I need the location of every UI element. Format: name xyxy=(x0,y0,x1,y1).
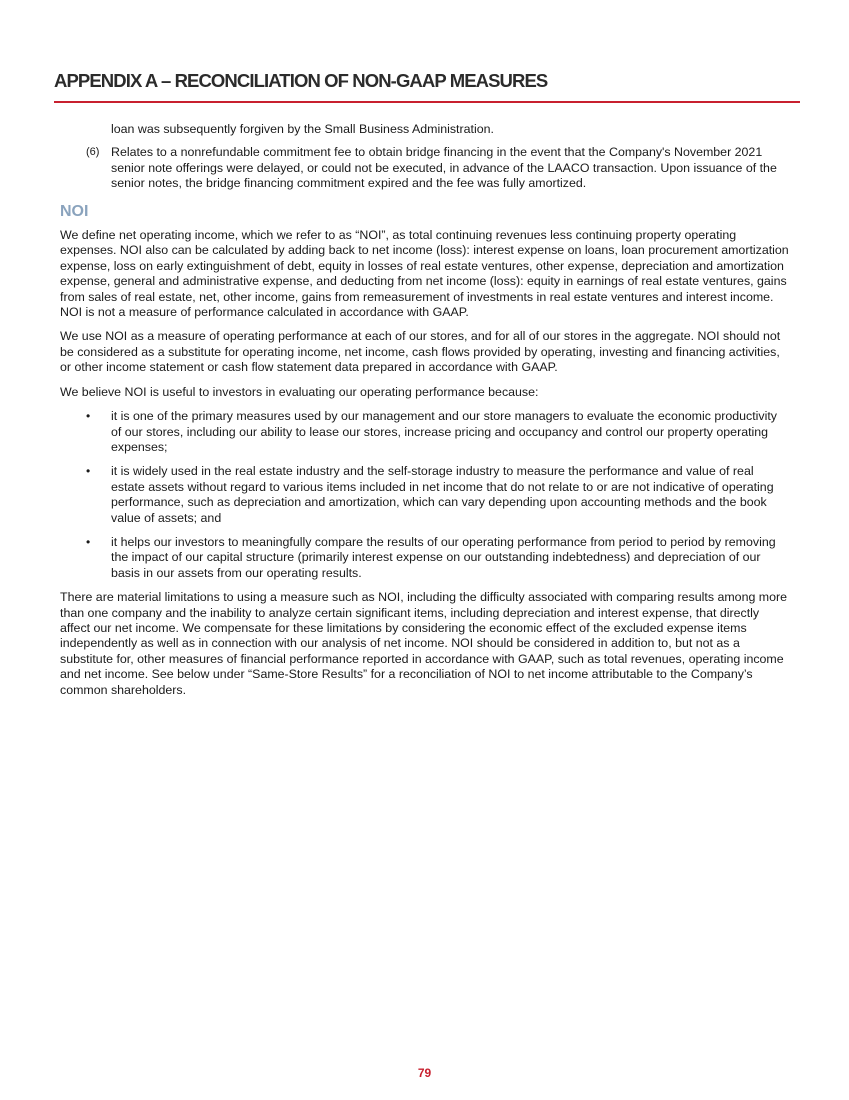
footnote-6 xyxy=(60,145,790,191)
header-divider xyxy=(54,101,800,103)
list-item xyxy=(60,409,790,455)
paragraph-noi-usefulness-intro: We believe NOI is useful to investors in evaluating our operating performance because: xyxy=(60,384,539,399)
list-item-text: it is widely used in the real estate industry and the self-storage industry to measure the performance and value of real estate assets without regard to various items included in net income that do not relate to or are not indicative of operating performance, such as depreciation and amortization, which can vary depending upon accounting methods and the book value of assets; and xyxy=(111,464,774,525)
list-item-text: it helps our investors to meaningfully compare the results of our operating performance from period to period by removing the impact of our capital structure (primarily interest expense on our outstanding indebtedness) and depreciation of our basis in our assets from our operating results. xyxy=(111,534,776,580)
page-title: APPENDIX A – RECONCILIATION OF NON-GAAP MEASURES xyxy=(54,70,548,91)
paragraph-noi-usage: We use NOI as a measure of operating performance at each of our stores, and for all of our stores in the aggregate. NOI should not be considered as a substitute for operating income, net income, cash flows provided by operating, investing and financing activities, or other income statement or cash flow statement data prepared in accordance with GAAP. xyxy=(60,329,781,375)
document-body xyxy=(60,122,790,707)
page-number: 79 xyxy=(417,1066,432,1080)
paragraph-noi-definition: We define net operating income, which we refer to as “NOI”, as total continuing revenues less continuing property operating expenses. NOI also can be calculated by adding back to net income (loss): interest expense on loans, loan procurement amortization expense, loss on early extinguishment of debt, equity in losses of real estate ventures, other expense, depreciation and amortization expense, general and administrative expense, and deducting from net income (loss): equity in earnings of real estate ventures, gains from sales of real estate, net, other income, gains from remeasurement of investments in real estate ventures and interest income. NOI is not a measure of performance calculated in accordance with GAAP. xyxy=(60,228,789,320)
bullet-icon: • xyxy=(86,534,91,549)
section-heading-noi: NOI xyxy=(60,202,89,220)
footnote-text: Relates to a nonrefundable commitment fee to obtain bridge financing in the event that the Company's November 2021 senior note offerings were delayed, or could not be executed, in advance of the LAACO transaction. Upon issuance of the senior notes, the bridge financing commitment expired and the fee was fully amortized. xyxy=(111,145,777,191)
list-item-text: it is one of the primary measures used by our management and our store managers to evaluate the economic productivity of our stores, including our ability to lease our stores, increase pricing and occupancy and control our property operating expenses; xyxy=(111,409,778,454)
page-header xyxy=(54,70,800,92)
list-item xyxy=(60,535,790,581)
bullet-list xyxy=(60,409,790,581)
footnote-number: (6) xyxy=(86,146,100,159)
bullet-icon: • xyxy=(86,464,91,479)
footnote-continuation: loan was subsequently forgiven by the Small Business Administration. xyxy=(111,122,494,136)
bullet-icon: • xyxy=(86,409,91,424)
list-item xyxy=(60,464,790,526)
paragraph-noi-limitations: There are material limitations to using a measure such as NOI, including the difficulty associated with comparing results among more than one company and the inability to analyze certain significant items, including depreciation and interest expense, that directly affect our net income. We compensate for these limitations by considering the economic effect of the excluded expense items independently as well as in connection with our analysis of net income. NOI should be considered in addition to, but not as a substitute for, other measures of financial performance reported in accordance with GAAP, such as total revenues, operating income and net income. See below under “Same-Store Results” for a reconciliation of NOI to net income attributable to the Company’s common shareholders. xyxy=(60,590,788,697)
